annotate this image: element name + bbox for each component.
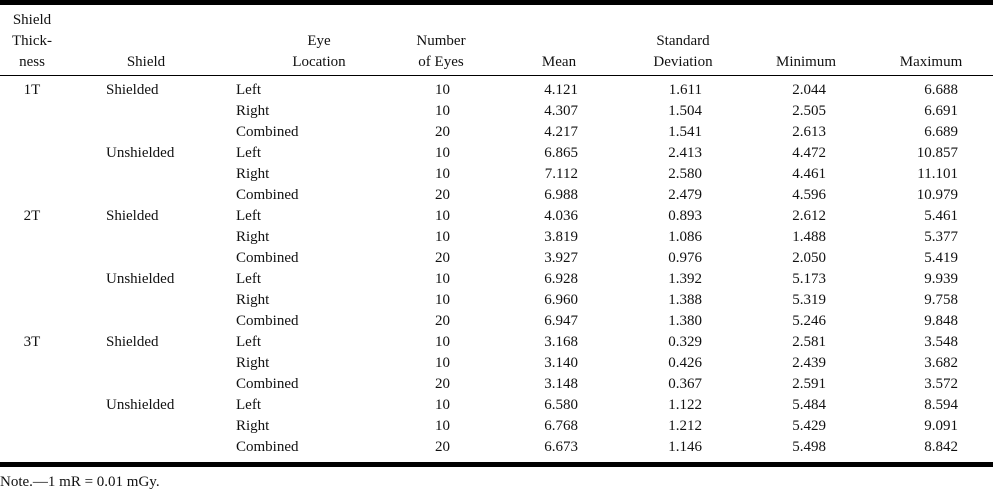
header-mean [520,9,598,73]
header-text: Shield [12,12,52,28]
cell-minimum: 2.613 [792,124,826,140]
cell-minimum: 2.044 [792,82,826,98]
cell-mean: 4.121 [544,82,578,98]
cell-minimum: 5.173 [792,271,826,287]
cell-number-of-eyes: 10 [435,103,450,119]
cell-maximum: 8.842 [924,439,958,455]
cell-eye-location: Left [236,145,261,161]
cell-mean: 4.036 [544,208,578,224]
header-shield-thickness [0,9,64,73]
cell-standard-deviation: 1.380 [668,313,702,329]
table-row [0,374,993,395]
table-row [0,437,993,458]
cell-maximum: 8.594 [924,397,958,413]
cell-mean: 6.673 [544,439,578,455]
cell-eye-location: Left [236,82,261,98]
cell-shield: Unshielded [106,145,175,161]
cell-eye-location: Right [236,103,270,119]
cell-mean: 6.947 [544,313,578,329]
header-text: Eye [307,33,331,49]
cell-eye-location: Combined [236,439,299,455]
cell-mean: 3.148 [544,376,578,392]
table-row [0,332,993,353]
cell-number-of-eyes: 20 [435,124,450,140]
cell-minimum: 5.246 [792,313,826,329]
cell-mean: 3.927 [544,250,578,266]
cell-maximum: 5.419 [924,250,958,266]
cell-eye-location: Right [236,418,270,434]
table-row [0,206,993,227]
cell-minimum: 4.472 [792,145,826,161]
cell-minimum: 5.429 [792,418,826,434]
cell-mean: 6.988 [544,187,578,203]
cell-maximum: 9.758 [924,292,958,308]
cell-standard-deviation: 1.122 [668,397,702,413]
header-minimum [760,9,852,73]
cell-minimum: 5.319 [792,292,826,308]
table-row [0,143,993,164]
cell-mean: 4.217 [544,124,578,140]
cell-thickness: 2T [23,208,41,224]
header-text: Deviation [653,54,713,70]
cell-eye-location: Combined [236,376,299,392]
table-row [0,416,993,437]
cell-maximum: 3.572 [924,376,958,392]
cell-eye-location: Combined [236,250,299,266]
cell-eye-location: Left [236,208,261,224]
cell-mean: 6.768 [544,418,578,434]
cell-shield: Unshielded [106,397,175,413]
cell-maximum: 3.682 [924,355,958,371]
cell-maximum: 11.101 [917,166,958,182]
table-row [0,227,993,248]
table-bottom-rule [0,462,993,467]
header-number-of-eyes [398,9,484,73]
header-text: Number [416,33,466,49]
cell-shield: Shielded [106,334,159,350]
cell-standard-deviation: 0.329 [668,334,702,350]
cell-minimum: 2.050 [792,250,826,266]
cell-number-of-eyes: 20 [435,439,450,455]
cell-number-of-eyes: 10 [435,334,450,350]
cell-standard-deviation: 0.426 [668,355,702,371]
table-row [0,164,993,185]
table-top-rule [0,0,993,5]
cell-minimum: 2.581 [792,334,826,350]
table-row [0,185,993,206]
cell-minimum: 2.505 [792,103,826,119]
cell-number-of-eyes: 20 [435,250,450,266]
cell-maximum: 10.857 [916,145,958,161]
cell-standard-deviation: 1.392 [668,271,702,287]
cell-maximum: 5.377 [924,229,958,245]
cell-maximum: 3.548 [924,334,958,350]
header-maximum [887,9,975,73]
cell-minimum: 4.461 [792,166,826,182]
header-text: of Eyes [418,54,464,70]
cell-mean: 6.865 [544,145,578,161]
cell-shield: Shielded [106,208,159,224]
cell-minimum: 4.596 [792,187,826,203]
cell-thickness: 3T [23,334,41,350]
cell-number-of-eyes: 10 [435,82,450,98]
cell-eye-location: Left [236,271,261,287]
cell-thickness: 1T [23,82,41,98]
cell-number-of-eyes: 10 [435,208,450,224]
cell-shield: Unshielded [106,271,175,287]
cell-minimum: 5.484 [792,397,826,413]
header-text: Mean [541,54,577,70]
cell-mean: 3.819 [544,229,578,245]
header-text: Location [292,54,346,70]
cell-number-of-eyes: 10 [435,418,450,434]
cell-maximum: 5.461 [924,208,958,224]
cell-standard-deviation: 1.086 [668,229,702,245]
header-text: Minimum [775,54,836,70]
table-row [0,269,993,290]
cell-maximum: 9.939 [924,271,958,287]
cell-number-of-eyes: 10 [435,271,450,287]
cell-mean: 3.168 [544,334,578,350]
cell-eye-location: Combined [236,124,299,140]
cell-number-of-eyes: 20 [435,313,450,329]
header-shield [106,9,186,73]
cell-eye-location: Right [236,166,270,182]
cell-standard-deviation: 1.146 [668,439,702,455]
table-note: Note.—1 mR = 0.01 mGy. [0,474,160,490]
cell-number-of-eyes: 10 [435,145,450,161]
cell-minimum: 5.498 [792,439,826,455]
cell-eye-location: Right [236,229,270,245]
cell-standard-deviation: 2.479 [668,187,702,203]
cell-mean: 7.112 [544,166,578,182]
cell-eye-location: Left [236,397,261,413]
table-row [0,80,993,101]
cell-maximum: 6.691 [924,103,958,119]
cell-number-of-eyes: 10 [435,397,450,413]
header-text: Maximum [899,54,963,70]
table-row [0,122,993,143]
table-row [0,290,993,311]
cell-number-of-eyes: 10 [435,292,450,308]
table-row [0,353,993,374]
cell-standard-deviation: 1.388 [668,292,702,308]
cell-minimum: 2.591 [792,376,826,392]
header-text: Standard [656,33,710,49]
header-divider-rule [0,75,993,76]
cell-mean: 4.307 [544,103,578,119]
cell-minimum: 2.439 [792,355,826,371]
cell-standard-deviation: 0.367 [668,376,702,392]
cell-minimum: 2.612 [792,208,826,224]
cell-standard-deviation: 0.976 [668,250,702,266]
cell-standard-deviation: 1.504 [668,103,702,119]
header-eye-location [236,9,402,73]
cell-number-of-eyes: 20 [435,187,450,203]
cell-maximum: 6.688 [924,82,958,98]
header-text: ness [19,54,45,70]
cell-maximum: 10.979 [916,187,958,203]
header-standard-deviation [630,9,736,73]
cell-mean: 6.960 [544,292,578,308]
cell-standard-deviation: 2.580 [668,166,702,182]
cell-maximum: 6.689 [924,124,958,140]
header-text: Thick- [12,33,52,49]
cell-eye-location: Left [236,334,261,350]
cell-shield: Shielded [106,82,159,98]
table-row [0,395,993,416]
cell-eye-location: Right [236,355,270,371]
cell-number-of-eyes: 10 [435,355,450,371]
table-row [0,101,993,122]
table-row [0,248,993,269]
cell-standard-deviation: 0.893 [668,208,702,224]
cell-eye-location: Combined [236,187,299,203]
cell-mean: 6.928 [544,271,578,287]
cell-mean: 6.580 [544,397,578,413]
cell-standard-deviation: 1.212 [668,418,702,434]
cell-number-of-eyes: 10 [435,229,450,245]
table-row [0,311,993,332]
cell-mean: 3.140 [544,355,578,371]
header-text: Shield [126,54,166,70]
cell-standard-deviation: 1.541 [668,124,702,140]
cell-standard-deviation: 1.611 [668,82,702,98]
table-body [0,80,993,458]
cell-standard-deviation: 2.413 [668,145,702,161]
cell-minimum: 1.488 [792,229,826,245]
cell-maximum: 9.848 [924,313,958,329]
cell-maximum: 9.091 [924,418,958,434]
cell-number-of-eyes: 20 [435,376,450,392]
cell-number-of-eyes: 10 [435,166,450,182]
cell-eye-location: Combined [236,313,299,329]
cell-eye-location: Right [236,292,270,308]
